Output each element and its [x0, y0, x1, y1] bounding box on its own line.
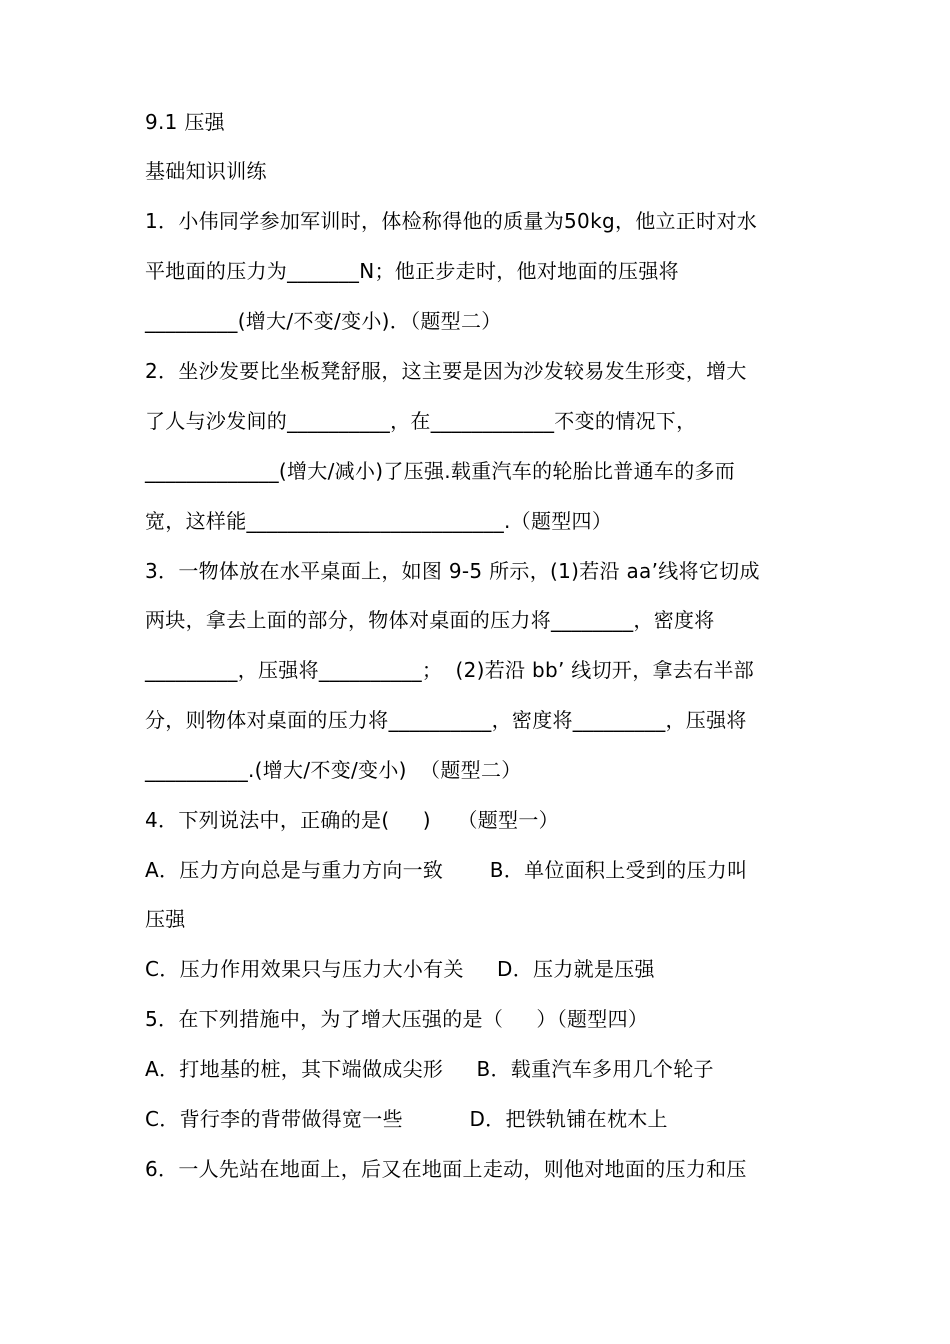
question-2-line-3: _____________(增大/减小)了压强.载重汽车的轮胎比普通车的多而	[145, 459, 736, 483]
question-4-options-ab: A．压力方向总是与重力方向一致 B．单位面积上受到的压力叫	[145, 858, 748, 882]
question-4-options-ab-cont: 压强	[145, 907, 186, 931]
question-1-line-1: 1．小伟同学参加军训时，体检称得他的质量为50kg，他立正时对水	[145, 209, 758, 233]
question-4-options-cd: C．压力作用效果只与压力大小有关 D．压力就是压强	[145, 957, 655, 981]
question-2-line-1: 2．坐沙发要比坐板凳舒服，这主要是因为沙发较易发生形变，增大	[145, 359, 747, 383]
question-5-options-ab: A．打地基的桩，其下端做成尖形 B．载重汽车多用几个轮子	[145, 1057, 714, 1081]
question-1-line-3: _________(增大/不变/变小)．（题型二）	[145, 309, 502, 333]
question-5-options-cd: C．背行李的背带做得宽一些 D．把铁轨铺在枕木上	[145, 1107, 668, 1131]
question-3-line-2: 两块，拿去上面的部分，物体对桌面的压力将________，密度将	[145, 608, 715, 632]
question-2-line-4: 宽，这样能_________________________.（题型四）	[145, 509, 613, 533]
section-heading: 基础知识训练	[145, 159, 267, 183]
question-6-stem: 6．一人先站在地面上，后又在地面上走动，则他对地面的压力和压	[145, 1157, 747, 1181]
question-3-line-4: 分，则物体对桌面的压力将__________，密度将_________，压强将	[145, 708, 747, 732]
question-3-line-1: 3．一物体放在水平桌面上，如图 9-5 所示，(1)若沿 aa’线将它切成	[145, 559, 760, 583]
question-2-line-2: 了人与沙发间的__________，在____________不变的情况下，	[145, 409, 697, 433]
document-title: 9.1 压强	[145, 110, 225, 134]
question-4-stem: 4．下列说法中，正确的是( ) （题型一）	[145, 808, 559, 832]
question-3-line-5: __________.(增大/不变/变小) （题型二）	[145, 758, 522, 782]
question-3-line-3: _________，压强将__________； (2)若沿 bb’ 线切开，拿去右半部	[145, 658, 755, 682]
question-1-line-2: 平地面的压力为_______N；他正步走时，他对地面的压强将	[145, 259, 679, 283]
question-5-stem: 5．在下列措施中，为了增大压强的是（ ）（题型四）	[145, 1007, 649, 1031]
